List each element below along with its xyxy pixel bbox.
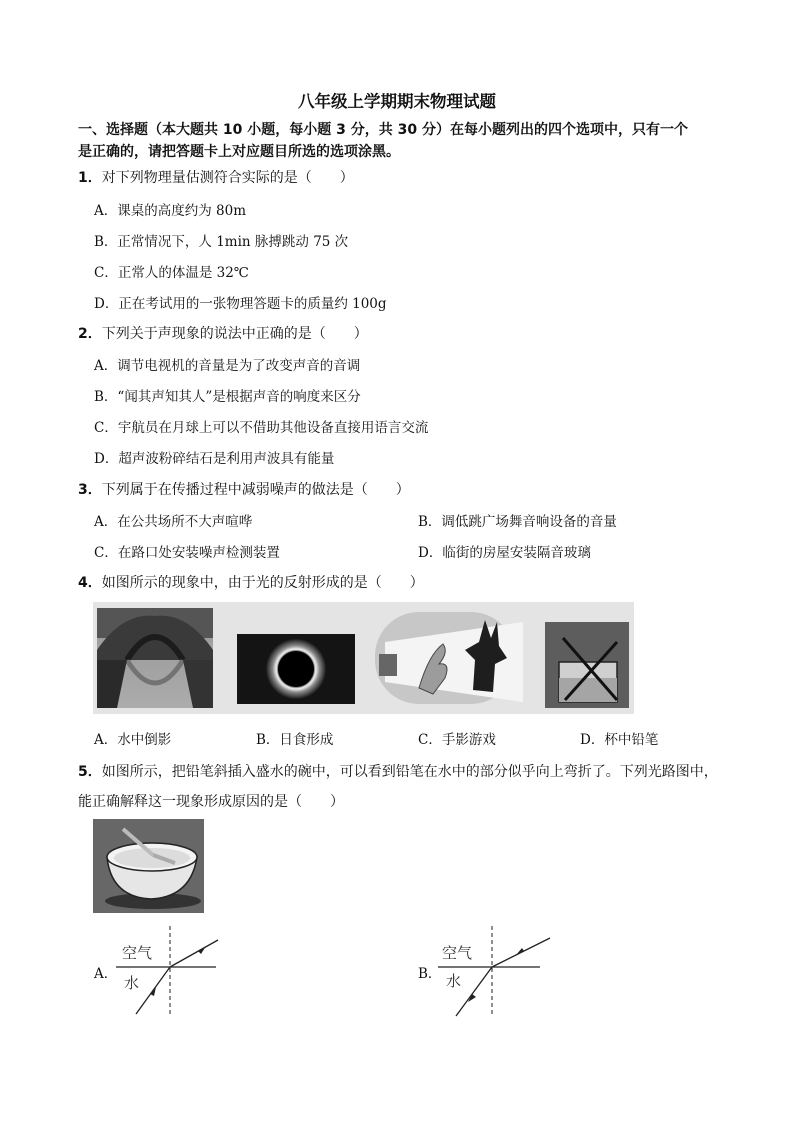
q5-option-a-label: A．	[94, 966, 118, 982]
question-1	[78, 167, 354, 187]
q4-option-d: D．杯中铅笔	[580, 732, 659, 748]
arrow-head-lower	[150, 987, 156, 996]
air-label: 空气	[122, 944, 153, 962]
q3-option-d: D．临街的房屋安装隔音玻璃	[418, 545, 591, 561]
bowl-with-pencil-photo	[93, 819, 204, 913]
water-label: 水	[124, 974, 140, 992]
question-number: 2．	[78, 326, 102, 342]
question-stem: 对下列物理量估测符合实际的是（ ）	[101, 170, 354, 186]
question-stem-line1: 如图所示，把铅笔斜插入盛水的碗中，可以看到铅笔在水中的部分似乎向上弯折了。下列光路图中，	[101, 764, 718, 780]
q4-option-c: C．手影游戏	[418, 732, 496, 748]
ray-lower	[456, 967, 492, 1016]
question-3	[78, 479, 410, 499]
question-number: 4．	[78, 575, 102, 591]
q3-option-a: A．在公共场所不大声喧哗	[94, 514, 253, 530]
q2-option-a: A．调节电视机的音量是为了改变声音的音调	[94, 358, 361, 374]
page-title: 八年级上学期期末物理试题	[298, 92, 496, 111]
solar-eclipse-image	[237, 634, 355, 704]
q4-option-b: B．日食形成	[256, 732, 334, 748]
q2-option-c: C．宇航员在月球上可以不借助其他设备直接用语言交流	[94, 420, 429, 436]
hand-shadow-image	[375, 612, 523, 704]
question-stem: 下列关于声现象的说法中正确的是（ ）	[101, 326, 368, 342]
question-2	[78, 323, 368, 343]
question-4	[78, 572, 424, 592]
bridge-reflection-image	[97, 608, 213, 708]
water-label: 水	[446, 972, 462, 990]
q2-option-d: D．超声波粉碎结石是利用声波具有能量	[94, 451, 335, 467]
q2-option-b: B．“闻其声知其人”是根据声音的响度来区分	[94, 389, 361, 405]
q1-option-d: D．正在考试用的一张物理答题卡的质量约 100g	[94, 296, 387, 312]
question-5-line2: 能正确解释这一现象形成原因的是（ ）	[78, 794, 344, 810]
q5-diagram-a	[112, 924, 224, 1018]
question-number: 3．	[78, 482, 102, 498]
q4-phenomena-photo-strip	[93, 602, 634, 714]
q5-diagram-b	[436, 924, 554, 1018]
q3-option-c: C．在路口处安装噪声检测装置	[94, 545, 280, 561]
q5-option-b-label: B．	[418, 966, 442, 982]
q1-option-a: A．课桌的高度约为 80m	[94, 203, 247, 219]
q4-option-a: A．水中倒影	[94, 732, 172, 748]
question-stem: 如图所示的现象中，由于光的反射形成的是（ ）	[101, 575, 424, 591]
question-stem: 下列属于在传播过程中减弱噪声的做法是（ ）	[101, 482, 410, 498]
section-heading-line2: 是正确的，请把答题卡上对应题目所选的选项涂黑。	[78, 144, 400, 160]
ray-upper	[170, 940, 218, 967]
question-number: 5．	[78, 764, 102, 780]
arrow-head-upper	[516, 948, 524, 955]
q1-option-c: C．正常人的体温是 32℃	[94, 265, 249, 281]
question-number: 1．	[78, 170, 102, 186]
question-5	[78, 761, 718, 781]
pencil-in-cup-image	[545, 622, 629, 708]
section-heading-line1: 一、选择题（本大题共 10 小题，每小题 3 分，共 30 分）在每小题列出的四个选项中，只有一个	[78, 122, 688, 138]
q3-option-b: B．调低跳广场舞音响设备的音量	[418, 514, 617, 530]
air-label: 空气	[442, 944, 473, 962]
q1-option-b: B．正常情况下，人 1min 脉搏跳动 75 次	[94, 234, 349, 250]
